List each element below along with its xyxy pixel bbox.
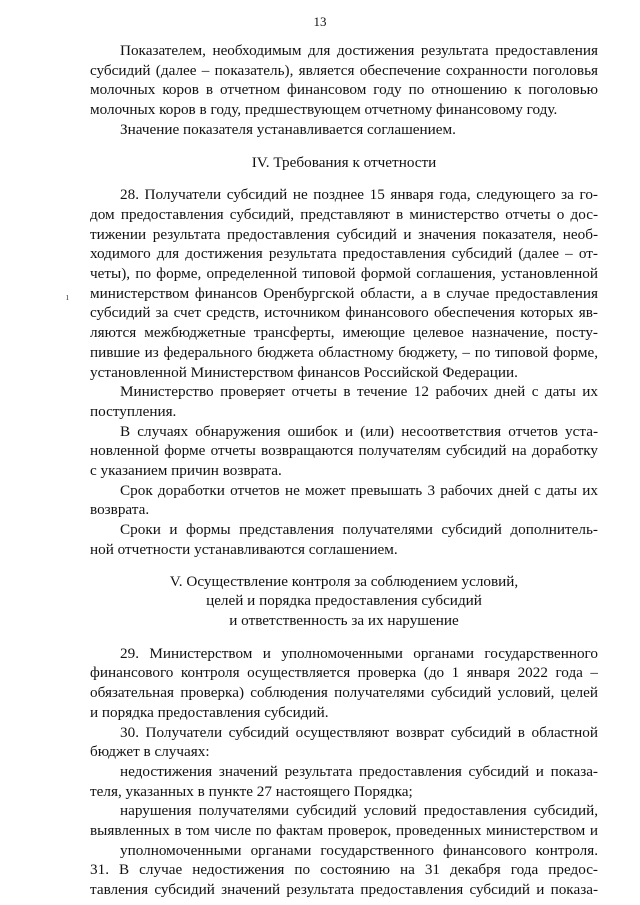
text-line: Показателем, необходимым для достижения результата предоставления [120,42,598,59]
text-line: и порядка предоставления субсидий. [90,703,329,721]
text-line: 28. Получатели субсидий не позднее 15 января года, следующего за го- [120,186,598,204]
section-heading: IV. Требования к отчетности [251,153,437,171]
section-heading: V. Осуществление контроля за соблюдением условий, [169,572,519,590]
text-line: уполномоченными органами государственного финансового контроля. [120,841,598,859]
text-line: 31. В случае недостижения по состоянию на 31 декабря года предос- [90,861,598,879]
text-line: ной отчетности устанавливаются соглашением. [90,540,398,558]
margin-mark: ı [66,292,69,303]
text-line: нарушения получателями субсидий условий предоставления субсидий, [120,802,598,820]
text-line: ходимого для достижения результата предоставления субсидий (далее – от- [90,245,598,263]
text-line: субсидий за счет средств, источником финансового обеспечения которых яв- [90,304,598,322]
text-line: с указанием причин возврата. [90,461,282,479]
text-line: молочных коров в году, предшествующем отчетному финансовому году. [90,101,558,119]
text-line: молочных коров в отчетном финансовом году по отношению к поголовью [90,81,598,99]
text-line: недостижения значений результата предоставления субсидий и показа- [120,762,598,780]
text-line: дом предоставления субсидий, представляют в министерство отчеты о дос- [90,206,598,224]
text-line: Министерство проверяет отчеты в течение 12 рабочих дней с даты их [120,383,598,401]
text-line: теля, указанных в пункте 27 настоящего Порядка; [90,782,413,800]
section-heading: и ответственность за их нарушение [229,611,459,629]
page-number: 13 [313,14,327,29]
text-line: тижении результата предоставления субсидий и значения показателя, необ- [90,225,598,243]
text-line: обязательная проверка) соблюдения получателями субсидий условий, целей [90,684,598,702]
section-heading: целей и порядка предоставления субсидий [206,592,482,610]
text-line: пившие из федерального бюджета областному бюджету, – по типовой форме, [90,343,598,361]
text-line: 29. Министерством и уполномоченными органами государственного [120,644,598,662]
text-line: Сроки и формы представления получателями субсидий дополнитель- [120,521,598,539]
text-line: выявленных в том числе по фактам проверок, проведенных министерством и [90,821,598,839]
text-line: новленной форме отчеты возвращаются получателям субсидий на доработку [90,442,598,460]
text-line: тавления субсидий значений результата предоставления субсидий и показа- [90,881,598,898]
text-line: возврата. [90,501,150,519]
text-line: поступления. [90,402,177,420]
text-line: установленной Министерством финансов Российской Федерации. [90,363,518,381]
text-line: ляются межбюджетные трансферты, имеющие целевое назначение, посту- [90,324,598,342]
text-line: В случаях обнаружения ошибок и (или) несоответствия отчетов уста- [120,422,598,440]
text-line: бюджет в случаях: [90,743,210,761]
text-line: финансового контроля осуществляется проверка (до 1 января 2022 года – [90,664,598,682]
text-line: Срок доработки отчетов не может превышать 3 рабочих дней с даты их [120,481,598,499]
text-line: субсидий (далее – показатель), является обеспечение сохранности поголовья [90,61,598,79]
text-line: 30. Получатели субсидий осуществляют возврат субсидий в областной [120,723,598,741]
text-line: Значение показателя устанавливается соглашением. [120,120,456,138]
text-line: четы), по форме, определенной типовой формой соглашения, установленной [90,265,598,283]
text-line: министерством финансов Оренбургской области, а в случае предоставления [90,284,598,302]
